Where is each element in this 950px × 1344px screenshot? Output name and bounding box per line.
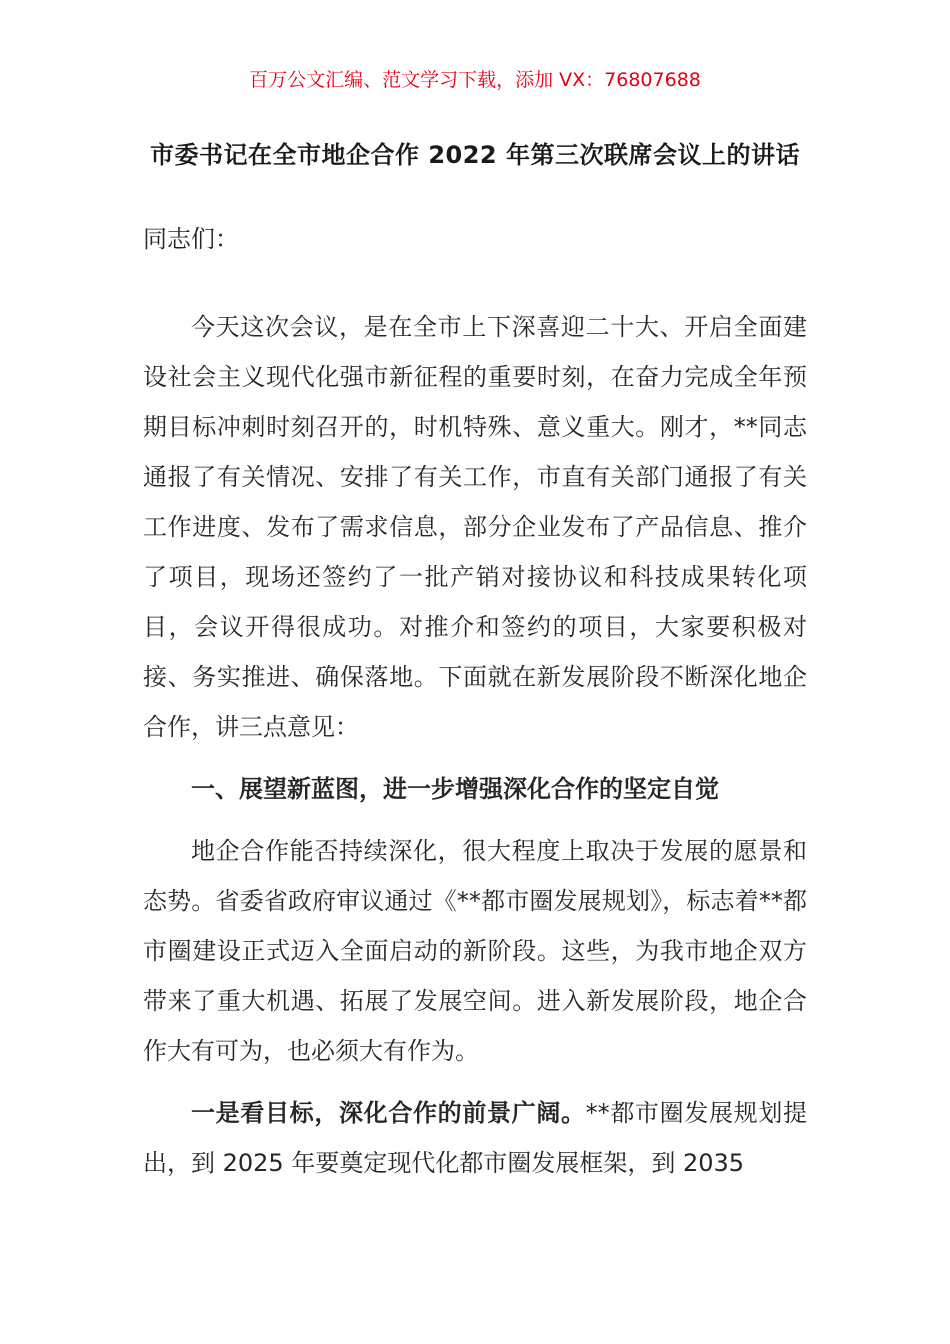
paragraph-section-1: 地企合作能否持续深化，很大程度上取决于发展的愿景和态势。省委省政府审议通过《**都市圈发展规划》，标志着**都市圈建设正式迈入全面启动的新阶段。这些，为我市地企双方带来了重大机遇、拓展了发展空间。进入新发展阶段，地企合作大有可为，也必须大有作为。	[143, 837, 807, 1065]
document-title: 市委书记在全市地企合作 2022 年第三次联席会议上的讲话	[149, 141, 800, 169]
section-heading-1: 一、展望新蓝图，进一步增强深化合作的坚定自觉	[191, 775, 719, 803]
header-banner: 百万公文汇编、范文学习下载，添加 VX：76807688	[249, 69, 701, 91]
paragraph-intro: 今天这次会议，是在全市上下深喜迎二十大、开启全面建设社会主义现代化强市新征程的重要时刻，在奋力完成全年预期目标冲刺时刻召开的，时机特殊、意义重大。刚才，**同志通报了有关情况、安排了有关工作，市直有关部门通报了有关工作进度、发布了需求信息，部分企业发布了产品信息、推介了项目，现场还签约了一批产销对接协议和科技成果转化项目，会议开得很成功。对推介和签约的项目，大家要积极对接、务实推进、确保落地。下面就在新发展阶段不断深化地企合作，讲三点意见：	[143, 313, 807, 741]
salutation: 同志们：	[143, 225, 239, 253]
paragraph-point-1	[143, 1088, 807, 1188]
point-1-lead: 一是看目标，深化合作的前景广阔。	[191, 1099, 586, 1127]
point-1-body: **都市圈发展规划提出，到 2025 年要奠定现代化都市圈发展框架，到 2035	[143, 1099, 808, 1177]
